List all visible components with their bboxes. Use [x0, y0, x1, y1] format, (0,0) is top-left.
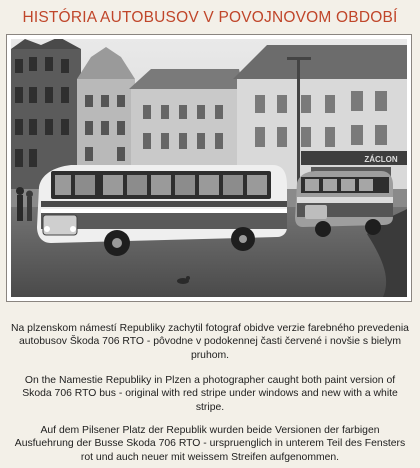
historic-bus-photo [11, 39, 407, 297]
caption-slovak: Na plzenskom námestí Republiky zachytil fotograf obidve verzie farebného prevedenia autobusov Škoda 706 RTO - pôvodne v podokennej časti červené i novšie s bielym pruhom. [11, 323, 409, 361]
caption-german: Auf dem Pilsener Platz der Republik wurden beide Versionen der farbigen Ausfuehrung der Busse Skoda 706 RTO - urspruenglich in unterem Teil des Fensters rot und auch neuer mit weissem Streifen aufgenommen. [14, 425, 406, 463]
shop-sign: ZÁCLON [364, 155, 398, 164]
page-title: HISTÓRIA AUTOBUSOV V POVOJNOVOM OBDOBÍ [22, 9, 398, 26]
photo-frame [6, 34, 412, 302]
caption-english: On the Namestie Republiky in Plzen a photographer caught both paint version of Skoda 706 RTO bus - original with red stripe under windows and new with a white stripe. [22, 375, 398, 413]
photo-illustration [11, 39, 407, 297]
